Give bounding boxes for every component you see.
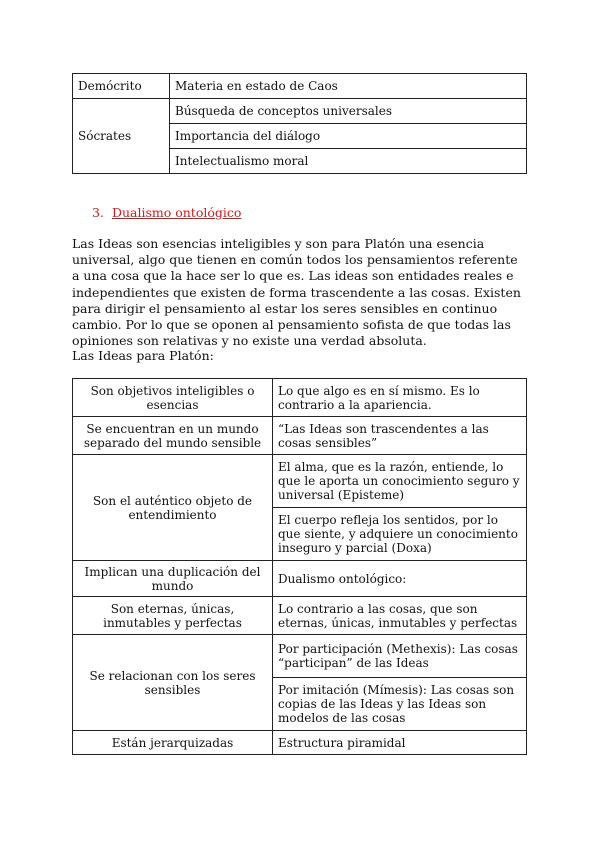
property-cell: Están jerarquizadas xyxy=(73,731,273,755)
idea-cell: Búsqueda de conceptos universales xyxy=(170,99,527,124)
description-cell: Por imitación (Mímesis): Las cosas son copias de las Ideas y las Ideas son modelos de las cosas xyxy=(273,678,527,731)
philosopher-cell: Demócrito xyxy=(73,74,170,99)
property-cell: Son el auténtico objeto de entendimiento xyxy=(73,455,273,561)
description-cell: Lo contrario a las cosas, que son eternas, únicas, inmutables y perfectas xyxy=(273,597,527,635)
section-number: 3. xyxy=(92,205,104,220)
property-cell: Son objetivos inteligibles o esencias xyxy=(73,379,273,417)
table-row xyxy=(73,455,527,508)
section-title: Dualismo ontológico xyxy=(111,205,242,220)
section-heading xyxy=(92,205,241,220)
description-cell: Por participación (Methexis): Las cosas “participan” de las Ideas xyxy=(273,635,527,678)
table-row xyxy=(73,597,527,635)
property-cell: Se encuentran en un mundo separado del mundo sensible xyxy=(73,417,273,455)
description-cell: Lo que algo es en sí mismo. Es lo contrario a la apariencia. xyxy=(273,379,527,417)
body-paragraph: Las Ideas son esencias inteligibles y son para Platón una esencia universal, algo que tienen en común todos los pensamientos referente a una cosa que la hace ser lo que es. Las ideas son entidades reales e independientes que existen de forma trascendente a las cosas. Existen para dirigir el pensamiento al estar los seres sensibles en continuo cambio. Por lo que se oponen al pensamiento sofista de que todas las opiniones son relativas y no existe una verdad absoluta. xyxy=(72,236,521,349)
ideas-table xyxy=(72,378,527,755)
description-cell: “Las Ideas son trascendentes a las cosas sensibles” xyxy=(273,417,527,455)
table-row xyxy=(73,99,527,124)
table-row xyxy=(73,379,527,417)
description-cell: El alma, que es la razón, entiende, lo que le aporta un conocimiento seguro y universal (Episteme) xyxy=(273,455,527,508)
idea-cell: Intelectualismo moral xyxy=(170,149,527,174)
table-row xyxy=(73,561,527,597)
philosopher-cell: Sócrates xyxy=(73,99,170,174)
description-cell: Dualismo ontológico: xyxy=(273,561,527,597)
description-cell: El cuerpo refleja los sentidos, por lo que siente, y adquiere un conocimiento inseguro y parcial (Doxa) xyxy=(273,508,527,561)
table-row xyxy=(73,74,527,99)
idea-cell: Importancia del diálogo xyxy=(170,124,527,149)
table-row xyxy=(73,635,527,678)
table-row xyxy=(73,417,527,455)
description-cell: Estructura piramidal xyxy=(273,731,527,755)
property-cell: Son eternas, únicas, inmutables y perfectas xyxy=(73,597,273,635)
idea-cell: Materia en estado de Caos xyxy=(170,74,527,99)
table-caption: Las Ideas para Platón: xyxy=(72,348,214,363)
philosophers-table xyxy=(72,73,527,174)
property-cell: Implican una duplicación del mundo xyxy=(73,561,273,597)
table-row xyxy=(73,731,527,755)
property-cell: Se relacionan con los seres sensibles xyxy=(73,635,273,731)
